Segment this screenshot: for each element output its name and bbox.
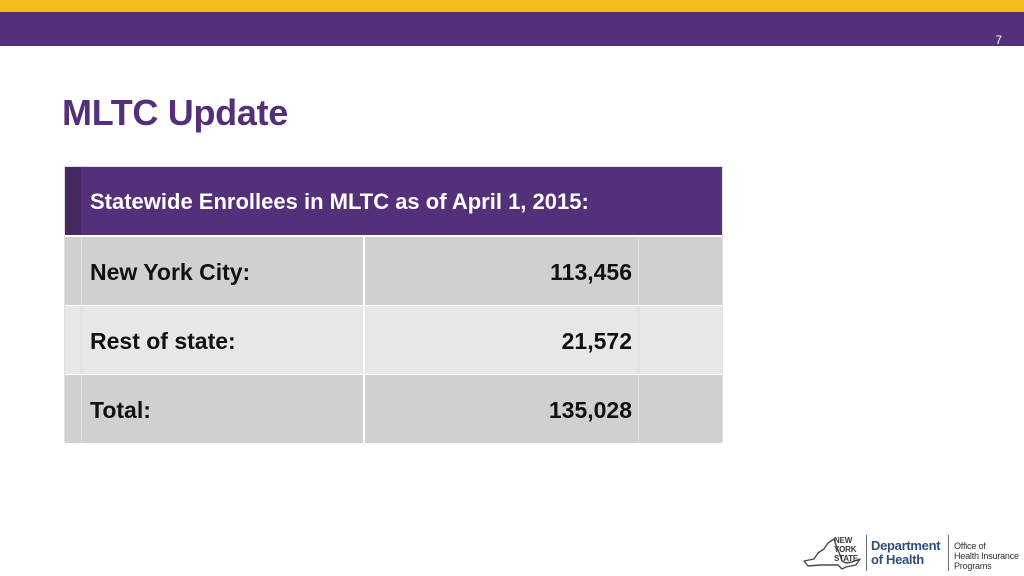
page-title: MLTC Update [62, 92, 289, 133]
table-row [65, 306, 722, 374]
row-label: Total: [90, 397, 151, 423]
nys-wordmark: NEW YORK STATE [834, 536, 859, 563]
table-header-edge [65, 167, 81, 235]
row-value: 113,456 [550, 259, 632, 285]
row-label: Rest of state: [90, 328, 236, 354]
department-of-health-wordmark: Department of Health [871, 538, 941, 567]
table-row [65, 375, 722, 443]
row-label: New York City: [90, 259, 251, 285]
table-row [65, 237, 722, 305]
table-heading: Statewide Enrollees in MLTC as of April 1, 2015: [90, 189, 589, 214]
row-value: 21,572 [561, 328, 632, 354]
enrollment-table [64, 166, 723, 442]
row-value: 135,028 [548, 397, 632, 423]
top-purple-band [0, 12, 1024, 46]
nys-doh-logo [800, 533, 1024, 573]
top-gold-band [0, 0, 1024, 12]
ohip-wordmark: Office of Health Insurance Programs [954, 541, 1019, 571]
slide-number: 7 [995, 33, 1002, 47]
table-header [65, 167, 722, 237]
